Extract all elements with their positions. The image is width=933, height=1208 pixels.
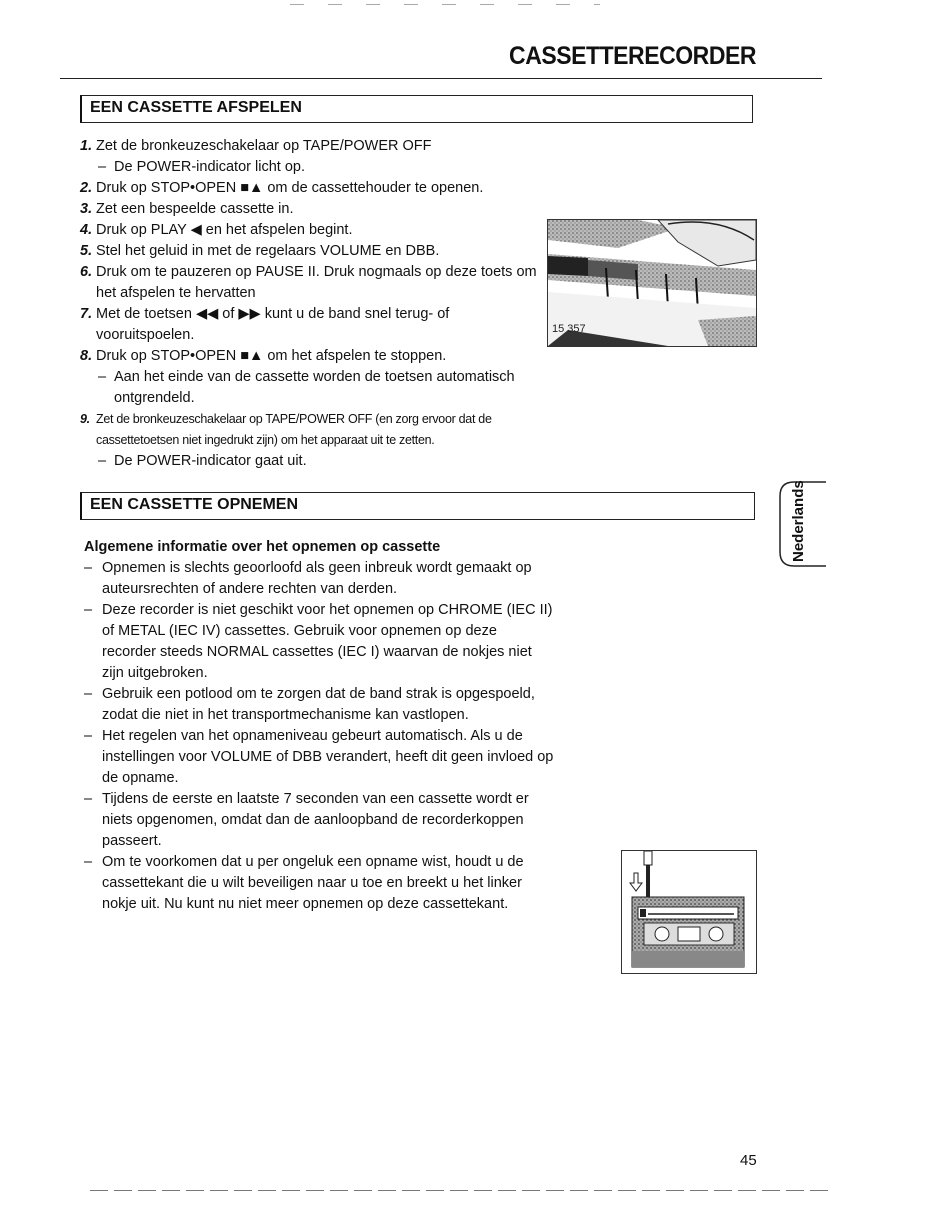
step-number: 5. — [80, 243, 93, 259]
info-bullet — [84, 726, 554, 789]
info-bullet-text: Gebruik een potlood om te zorgen dat de band strak is opgespoeld, zodat die niet in het transportmechanisme kan vastlopen. — [102, 686, 535, 723]
step-number: 4. — [80, 222, 93, 238]
info-bullet — [84, 789, 554, 852]
step-item — [80, 346, 550, 367]
dash-mark: – — [98, 369, 107, 385]
step-note-text: De POWER-indicator licht op. — [114, 159, 305, 175]
step-number: 1. — [80, 138, 93, 154]
step-text: Druk om te pauzeren op PAUSE II. Druk nogmaals op deze toets om het afspelen te hervatten — [96, 264, 537, 301]
page-number: 45 — [740, 1152, 757, 1169]
step-text: Zet de bronkeuzeschakelaar op TAPE/POWER OFF — [96, 138, 432, 154]
section-heading-record: EEN CASSETTE OPNEMEN — [90, 496, 299, 513]
cassette-tab-illustration — [622, 851, 756, 973]
step-note — [80, 157, 550, 178]
dash-mark: – — [84, 854, 93, 870]
section-heading-play: EEN CASSETTE AFSPELEN — [90, 99, 302, 116]
top-scan-marks — [290, 4, 600, 5]
info-bullet — [84, 558, 554, 600]
step-text: Druk op STOP•OPEN ■▲ om de cassettehouder te openen. — [96, 180, 484, 196]
dash-mark: – — [98, 159, 107, 175]
step-note-text: Aan het einde van de cassette worden de toetsen automatisch ontgrendeld. — [114, 369, 515, 406]
page-title: CASSETTERECORDER — [509, 42, 756, 70]
step-item — [80, 136, 550, 157]
section-header-record — [80, 492, 755, 520]
info-bullet — [84, 600, 554, 684]
cassette-deck-photo — [547, 219, 757, 347]
counter-readout: 15 357 — [552, 323, 586, 335]
step-item — [80, 304, 550, 346]
step-number: 9. — [80, 412, 90, 426]
dash-mark: – — [84, 728, 93, 744]
dash-mark: – — [84, 791, 93, 807]
bottom-rule — [90, 1190, 830, 1191]
step-note — [80, 367, 550, 409]
recording-info-heading: Algemene informatie over het opnemen op cassette — [84, 539, 441, 555]
step-item — [80, 241, 550, 262]
playback-steps-list — [80, 136, 550, 472]
step-text: Zet een bespeelde cassette in. — [96, 201, 294, 217]
step-number: 7. — [80, 306, 93, 322]
cassette-tab-photo — [621, 850, 757, 974]
step-number: 6. — [80, 264, 93, 280]
dash-mark: – — [84, 686, 93, 702]
step-text: Stel het geluid in met de regelaars VOLUME en DBB. — [96, 243, 440, 259]
step-text: Druk op STOP•OPEN ■▲ om het afspelen te stoppen. — [96, 348, 447, 364]
language-tab — [776, 480, 824, 566]
step-number: 8. — [80, 348, 93, 364]
recording-info — [84, 537, 554, 915]
step-text: Druk op PLAY ◀ en het afspelen begint. — [96, 222, 353, 238]
step-number: 2. — [80, 180, 93, 196]
info-bullet-text: Tijdens de eerste en laatste 7 seconden van een cassette wordt er niets opgenomen, omdat dan de aanloopband de recorderkoppen passeert. — [102, 791, 529, 849]
step-text: Met de toetsen ◀◀ of ▶▶ kunt u de band snel terug- of vooruitspoelen. — [96, 306, 450, 343]
title-rule — [60, 78, 822, 79]
step-note — [80, 451, 550, 472]
dash-mark: – — [84, 602, 93, 618]
language-tab-label: Nederlands — [790, 480, 807, 562]
info-bullet — [84, 684, 554, 726]
section-rule — [300, 492, 754, 493]
cassette-deck-illustration — [548, 220, 756, 346]
section-header-play — [80, 95, 753, 123]
step-note-text: De POWER-indicator gaat uit. — [114, 453, 307, 469]
info-bullet — [84, 852, 554, 915]
step-item — [80, 199, 550, 220]
recording-info-bullets — [84, 558, 554, 915]
step-item — [80, 409, 550, 451]
info-bullet-text: Deze recorder is niet geschikt voor het opnemen op CHROME (IEC II) of METAL (IEC IV) cassettes. Gebruik voor opnemen op deze recorder steeds NORMAL cassettes (IEC I) waarvan de nokjes niet zijn uitgebroken. — [102, 602, 553, 681]
dash-mark: – — [84, 560, 93, 576]
step-number: 3. — [80, 201, 93, 217]
info-bullet-text: Het regelen van het opnameniveau gebeurt automatisch. Als u de instellingen voor VOLUME of DBB verandert, heeft dit geen invloed op de opname. — [102, 728, 554, 786]
info-bullet-text: Om te voorkomen dat u per ongeluk een opname wist, houdt u de cassettekant die u wilt beveiligen naar u toe en breekt u het linker nokje uit. Nu kunt nu niet meer opnemen op deze cassettekant. — [102, 854, 524, 912]
dash-mark: – — [98, 453, 107, 469]
step-item — [80, 220, 550, 241]
info-bullet-text: Opnemen is slechts geoorloofd als geen inbreuk wordt gemaakt op auteursrechten of andere rechten van derden. — [102, 560, 532, 597]
step-item — [80, 178, 550, 199]
step-text: Zet de bronkeuzeschakelaar op TAPE/POWER OFF (en zorg ervoor dat de cassettetoetsen niet ingedrukt zijn) om het apparaat uit te zetten. — [96, 412, 492, 447]
step-item — [80, 262, 550, 304]
